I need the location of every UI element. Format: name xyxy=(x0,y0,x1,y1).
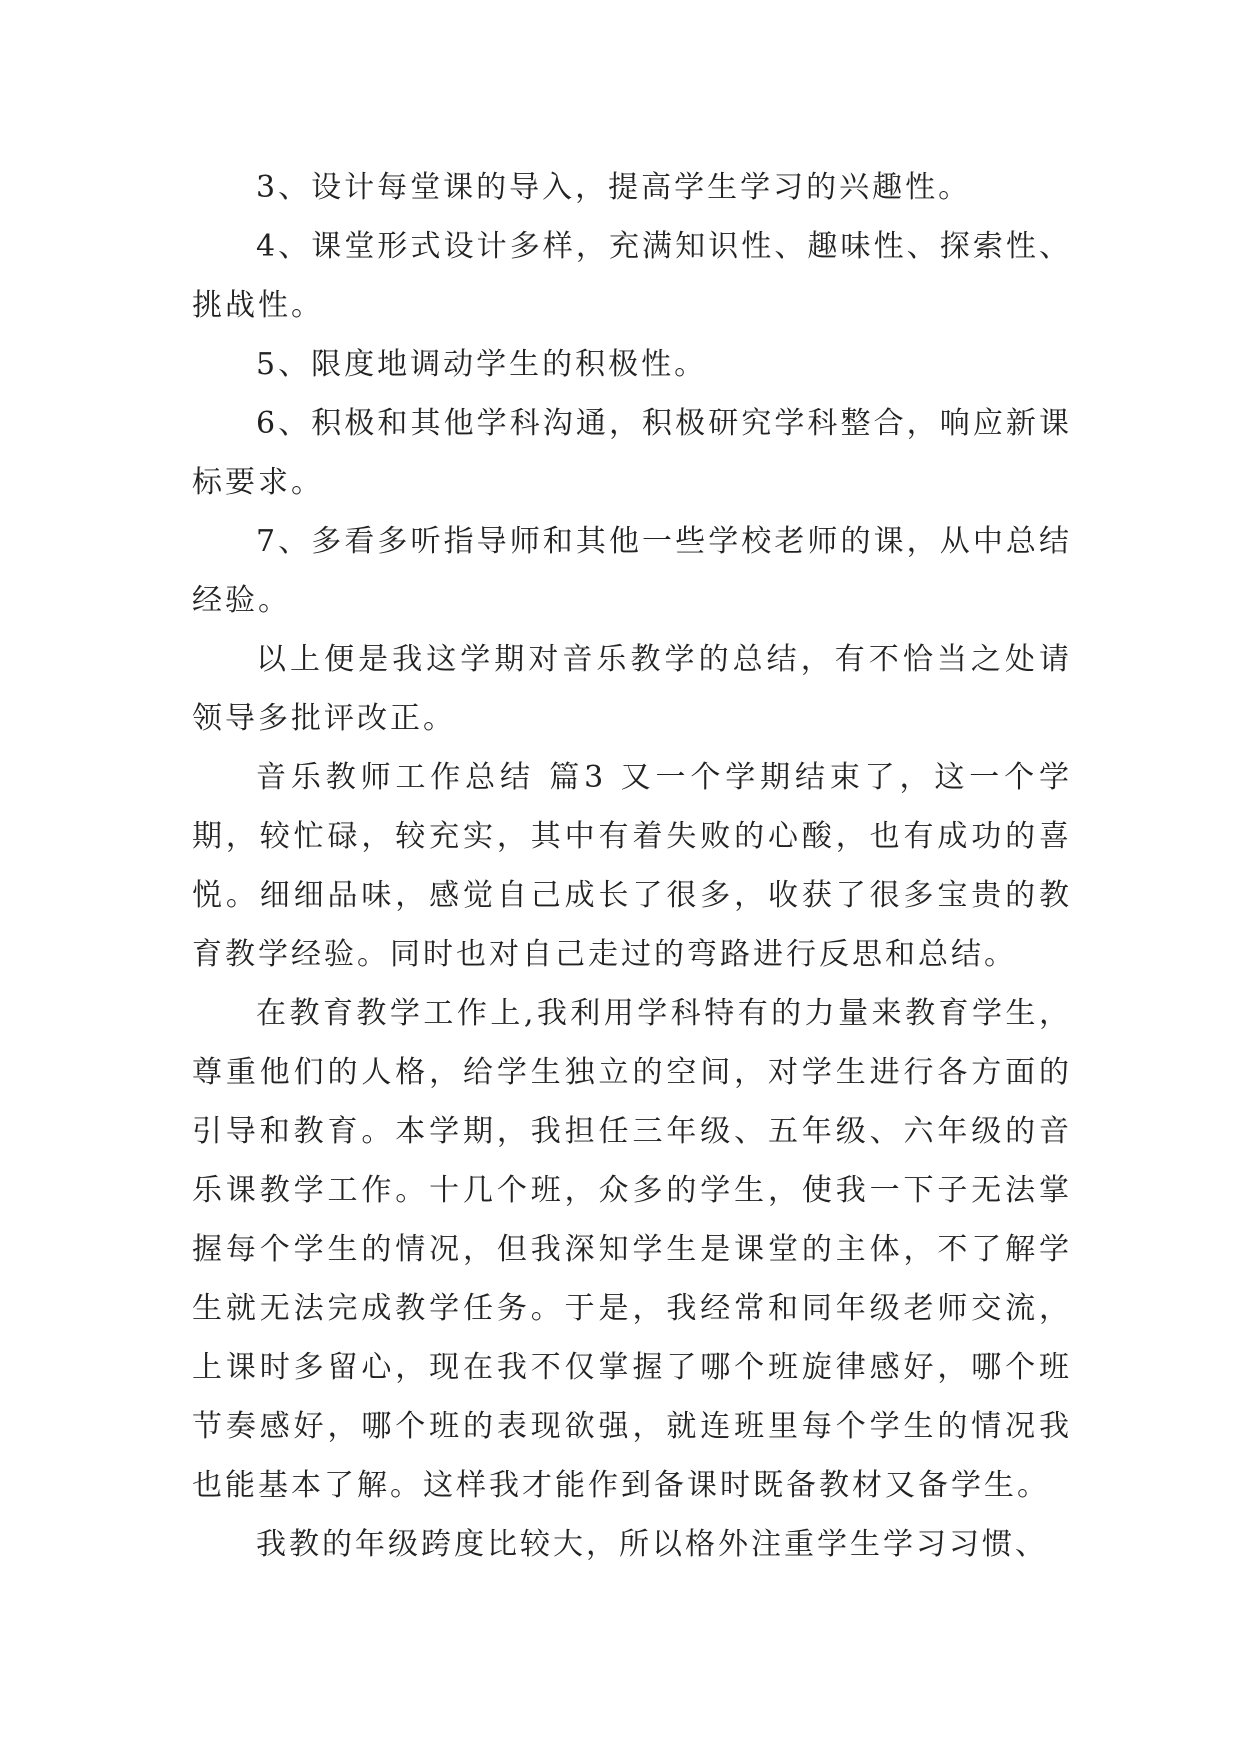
paragraph-teaching-work: 在教育教学工作上,我利用学科特有的力量来教育学生，尊重他们的人格，给学生独立的空间，对学生进行各方面的引导和教育。本学期，我担任三年级、五年级、六年级的音乐课教学工作。十几个班，众多的学生，使我一下子无法掌握每个学生的情况，但我深知学生是课堂的主体，不了解学生就无法完成教学任务。于是，我经常和同年级老师交流，上课时多留心，现在我不仅掌握了哪个班旋律感好，哪个班节奏感好，哪个班的表现欲强，就连班里每个学生的情况我也能基本了解。这样我才能作到备课时既备教材又备学生。 xyxy=(192,996,1072,1503)
paragraph-item-7: 7、多看多听指导师和其他一些学校老师的课，从中总结经验。 xyxy=(192,524,1072,618)
document-body xyxy=(192,158,1072,1574)
paragraph-conclusion: 以上便是我这学期对音乐教学的总结，有不恰当之处请领导多批评改正。 xyxy=(192,642,1072,736)
paragraph-grade-span: 我教的年级跨度比较大，所以格外注重学生学习习惯、 xyxy=(256,1527,1048,1562)
paragraph-item-5: 5、限度地调动学生的积极性。 xyxy=(256,347,708,382)
paragraph-item-4: 4、课堂形式设计多样，充满知识性、趣味性、探索性、挑战性。 xyxy=(192,229,1072,323)
paragraph-item-3: 3、设计每堂课的导入，提高学生学习的兴趣性。 xyxy=(256,170,972,205)
paragraph-item-6: 6、积极和其他学科沟通，积极研究学科整合，响应新课标要求。 xyxy=(192,406,1072,500)
paragraph-section-3-intro: 音乐教师工作总结 篇3 又一个学期结束了，这一个学期，较忙碌，较充实，其中有着失败的心酸，也有成功的喜悦。细细品味，感觉自己成长了很多，收获了很多宝贵的教育教学经验。同时也对自己走过的弯路进行反思和总结。 xyxy=(192,760,1072,972)
